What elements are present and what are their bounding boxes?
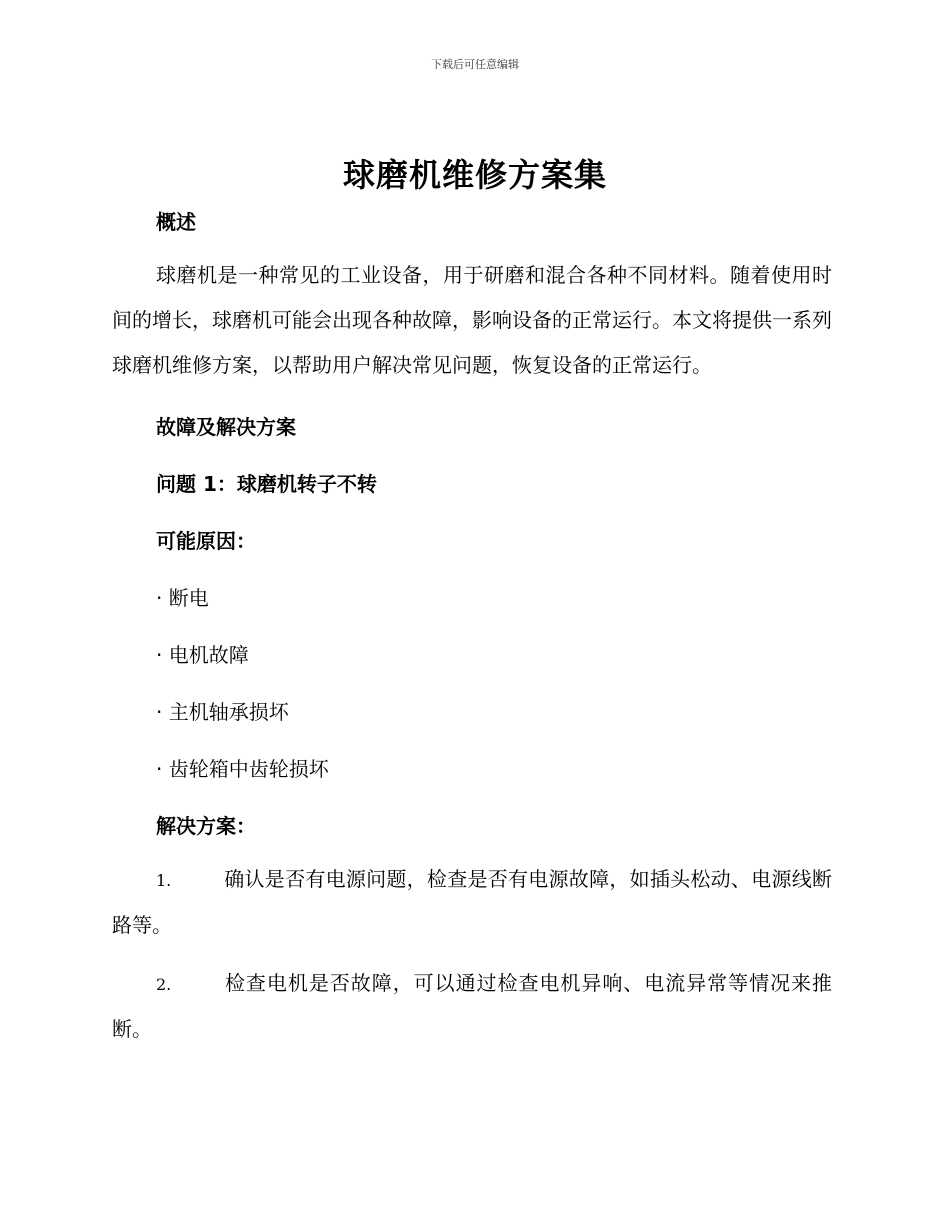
overview-paragraph: 球磨机是一种常见的工业设备，用于研磨和混合各种不同材料。随着使用时间的增长，球磨机可能会出现各种故障，影响设备的正常运行。本文将提供一系列球磨机维修方案，以帮助用户解决常见问题，恢复设备的正常运行。 xyxy=(112,263,832,377)
cause-item: · 主机轴承损坏 xyxy=(156,700,289,724)
solution-text: 确认是否有电源问题，检查是否有电源故障，如插头松动、电源线断路等。 xyxy=(112,867,832,937)
solutions-heading: 解决方案： xyxy=(156,814,256,838)
cause-item: · 齿轮箱中齿轮损坏 xyxy=(156,757,329,781)
faults-heading: 故障及解决方案 xyxy=(156,415,296,439)
overview-heading: 概述 xyxy=(156,210,196,234)
document-title: 球磨机维修方案集 xyxy=(342,156,607,194)
cause-item: · 断电 xyxy=(156,586,209,610)
solution-text: 检查电机是否故障，可以通过检查电机异响、电流异常等情况来推断。 xyxy=(112,971,832,1041)
solution-number: 1. xyxy=(156,871,172,890)
solution-item xyxy=(112,857,832,948)
problem-1-heading: 问题 1：球磨机转子不转 xyxy=(156,472,377,496)
page-header-note: 下载后可任意编辑 xyxy=(431,58,519,71)
causes-heading: 可能原因： xyxy=(156,529,256,553)
cause-item: · 电机故障 xyxy=(156,643,249,667)
document-body xyxy=(112,204,832,1052)
solution-item xyxy=(112,961,832,1052)
solution-number: 2. xyxy=(156,975,172,994)
